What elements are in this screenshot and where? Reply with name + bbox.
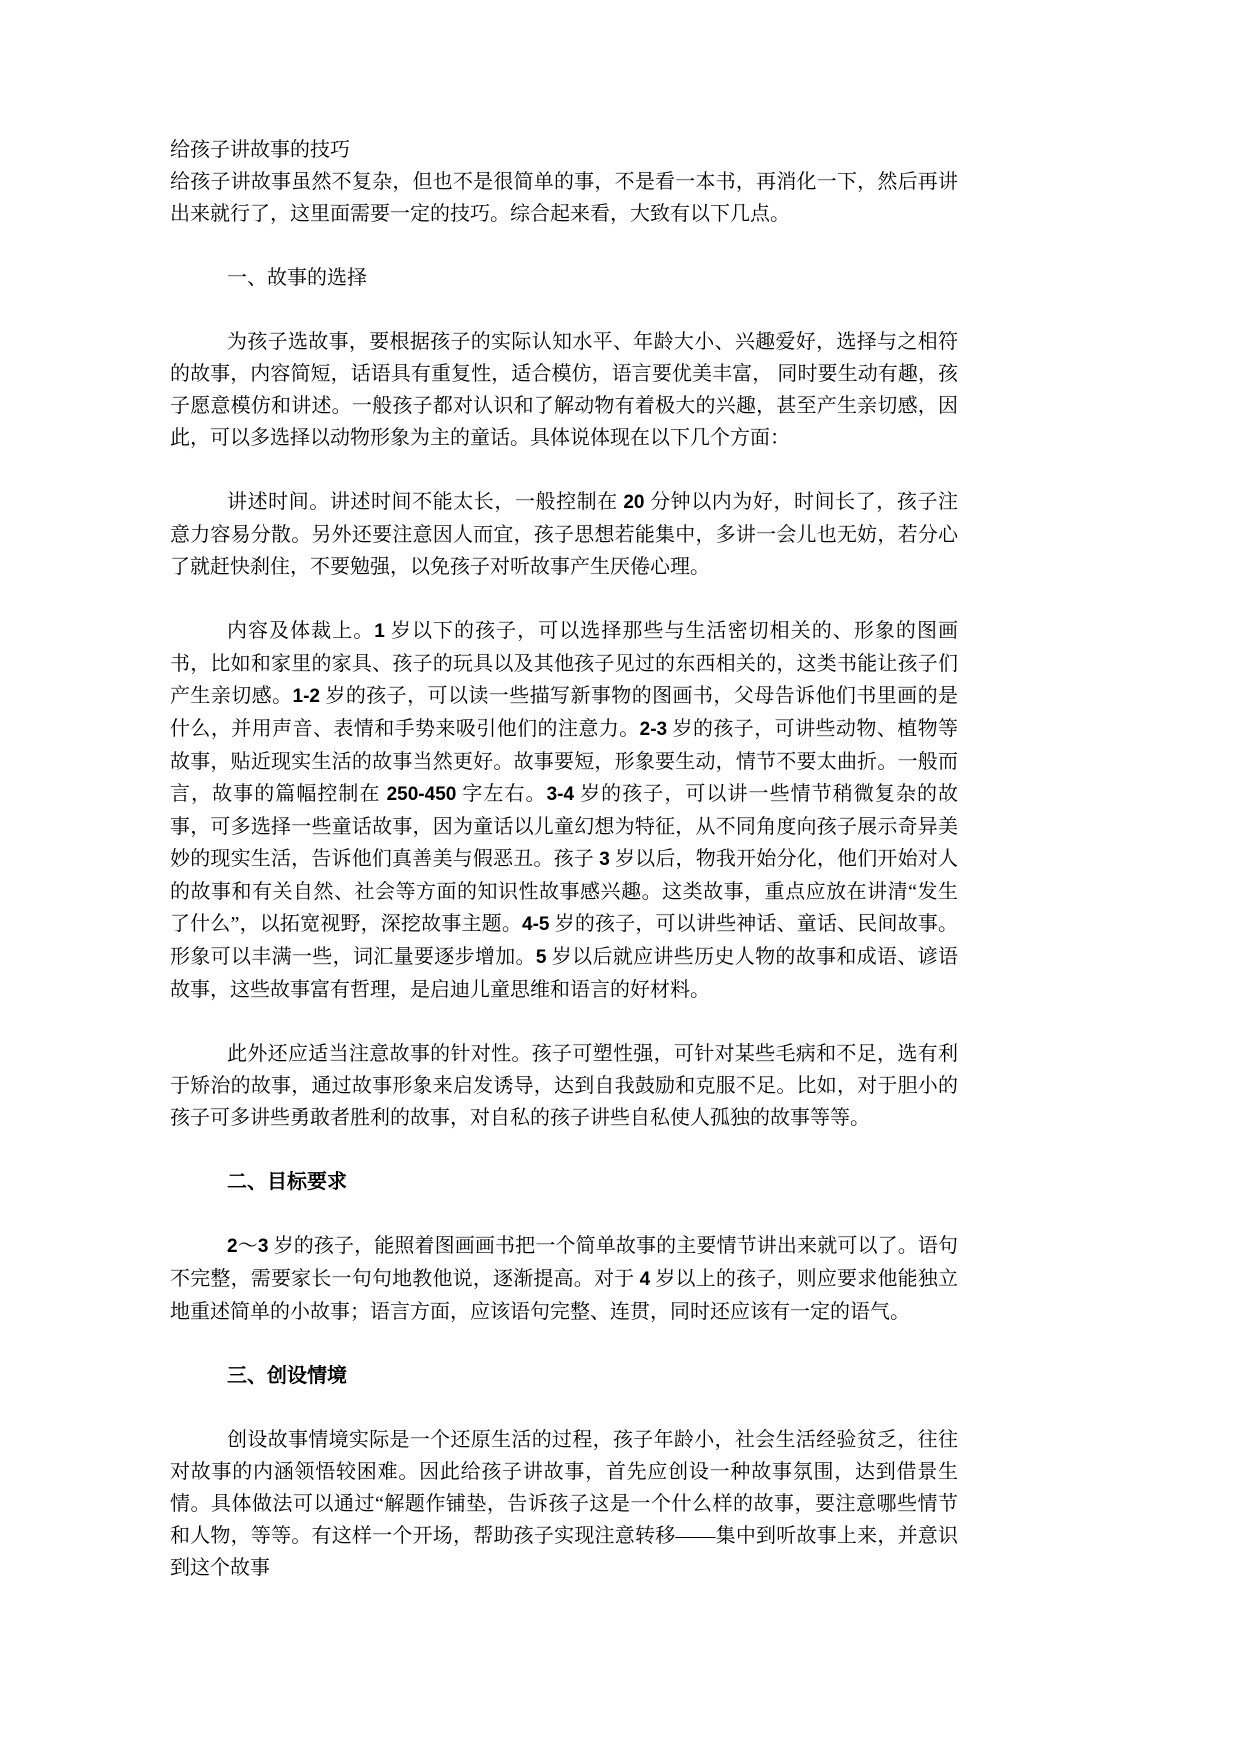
latin-number: 1-2: [292, 686, 320, 707]
section-heading: 三、创设情境: [227, 1365, 347, 1387]
paragraph: 给孩子讲故事虽然不复杂，但也不是很简单的事，不是看一本书，再消化一下，然后再讲出来就行了，这里面需要一定的技巧。综合起来看，大致有以下几点。: [170, 171, 958, 225]
latin-number: 250-450: [386, 784, 457, 805]
latin-number: 1: [374, 621, 385, 642]
section-heading: 二、目标要求: [227, 1171, 347, 1193]
latin-number: 20: [623, 492, 645, 513]
latin-number: 5: [535, 947, 547, 968]
paragraph: 创设故事情境实际是一个还原生活的过程，孩子年龄小，社会生活经验贫乏，往往对故事的内涵领悟较困难。因此给孩子讲故事，首先应创设一种故事氛围，达到借景生情。具体做法可以通过“解题作铺垫，告诉孩子这是一个什么样的故事，要注意哪些情节和人物，等等。有这样一个开场，帮助孩子实现注意转移——集中到听故事上来，并意识到这个故事: [170, 1429, 958, 1579]
document-title: 给孩子讲故事的技巧: [170, 139, 350, 161]
section-heading: 一、故事的选择: [227, 267, 367, 289]
latin-number: 2-3: [639, 719, 668, 740]
paragraph: 2～3 岁的孩子，能照着图画画书把一个简单故事的主要情节讲出来就可以了。语句不完整，需要家长一句句地教他说，逐渐提高。对于 4 岁以上的孩子，则应要求他能独立地重述简单的小故事；语言方面，应该语句完整、连贯，同时还应该有一定的语气。: [170, 1235, 959, 1323]
latin-number: 3-4: [546, 784, 575, 805]
paragraph: 讲述时间。讲述时间不能太长，一般控制在 20 分钟以内为好，时间长了，孩子注意力容易分散。另外还要注意因人而宜，孩子思想若能集中，多讲一会儿也无妨，若分心了就赶快刹住，不要勉强，以免孩子对听故事产生厌倦心理。: [170, 491, 959, 578]
latin-number: 4-5: [522, 914, 550, 935]
paragraph: 内容及体裁上。1 岁以下的孩子，可以选择那些与生活密切相关的、形象的图画书，比如和家里的家具、孩子的玩具以及其他孩子见过的东西相关的，这类书能让孩子们产生亲切感。1-2 岁的孩子，可以读一些描写新事物的图画书，父母告诉他们书里画的是什么，并用声音、表情和手势来吸引他们的注意力。2-3 岁的孩子，可讲些动物、植物等故事，贴近现实生活的故事当然更好。故事要短，形象要生动，情节不要太曲折。一般而言，故事的篇幅控制在 250-450 字左右。3-4 岁的孩子，可以讲一些情节稍微复杂的故事，可多选择一些童话故事，因为童话以儿童幻想为特征，从不同角度向孩子展示奇异美妙的现实生活，告诉他们真善美与假恶丑。孩子 3 岁以后，物我开始分化，他们开始对人的故事和有关自然、社会等方面的知识性故事感兴趣。这类故事，重点应放在讲清“发生了什么”，以拓宽视野，深挖故事主题。4-5 岁的孩子，可以讲些神话、童话、民间故事。形象可以丰满一些，词汇量要逐步增加。5 岁以后就应讲些历史人物的故事和成语、谚语故事，这些故事富有哲理，是启迪儿童思维和语言的好材料。: [170, 620, 959, 1001]
latin-number: 4: [639, 1269, 651, 1290]
paragraph: 此外还应适当注意故事的针对性。孩子可塑性强，可针对某些毛病和不足，选有利于矫治的故事，通过故事形象来启发诱导，达到自我鼓励和克服不足。比如，对于胆小的孩子可多讲些勇敢者胜利的故事，对自私的孩子讲些自私使人孤独的故事等等。: [170, 1043, 958, 1129]
document-content: [170, 134, 958, 1616]
latin-number: 2: [227, 1236, 238, 1257]
latin-number: 3: [599, 849, 610, 870]
latin-number: 3: [257, 1236, 269, 1257]
paragraph: 为孩子选故事，要根据孩子的实际认知水平、年龄大小、兴趣爱好，选择与之相符的故事，内容简短，话语具有重复性，适合模仿，语言要优美丰富， 同时要生动有趣，孩子愿意模仿和讲述。一般孩子都对认识和了解动物有着极大的兴趣，甚至产生亲切感，因此，可以多选择以动物形象为主的童话。具体说体现在以下几个方面：: [170, 331, 958, 449]
